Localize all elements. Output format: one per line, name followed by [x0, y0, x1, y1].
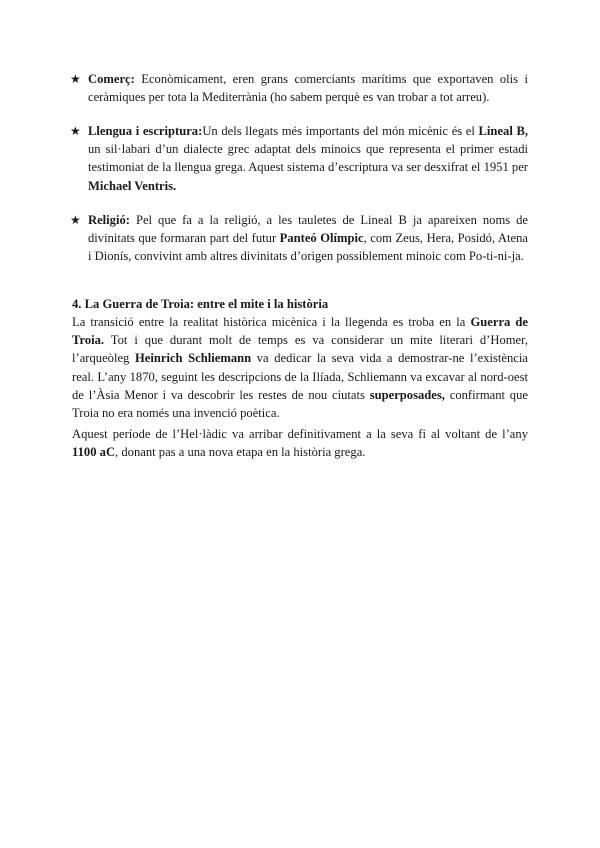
- bullet-text: Econòmicament, eren grans comerciants marítims que exportaven olis i ceràmiques per tota la Mediterrània (ho sabem perquè es van trobar a tot arreu).: [88, 72, 528, 105]
- bold-term: superposades,: [369, 387, 445, 402]
- bullet-text: Pel que fa a la religió, a les tauletes de Lineal B ja apareixen noms de divinitats que formaran part del futur: [88, 213, 528, 246]
- bold-term: 1100 aC: [72, 445, 116, 460]
- bullet-text: Un dels llegats més importants del món micènic és el: [202, 124, 479, 138]
- bold-term: Heinrich Schliemann: [134, 351, 252, 366]
- section-heading: [72, 295, 528, 313]
- bullet-text: , com Zeus, Hera, Posidó, Atena i Dionís, convivint amb altres divinitats d’origen possiblement minoic com Po-ti-ni-ja.: [88, 231, 528, 264]
- bullet-label: Llengua i escriptura:: [88, 124, 203, 138]
- bullet-label: Religió:: [88, 213, 130, 227]
- star-icon: ★: [70, 72, 81, 86]
- section-paragraph-2: [72, 425, 528, 461]
- bullet-text: un sil·labari d’un dialecte grec adaptat dels minoics que representa el primer estadi testimoniat de la llengua grega. Aquest sistema d’escriptura va ser desxifrat el 1951 per: [88, 142, 528, 175]
- paragraph-text: La transició entre la realitat històrica micènica i la llegenda es troba en la: [72, 315, 471, 329]
- bullet-bold-term: Panteó Olímpic: [279, 231, 364, 246]
- bullet-llengua: [70, 122, 528, 195]
- star-icon: ★: [70, 213, 81, 227]
- paragraph-text: , donant pas a una nova etapa en la història grega.: [115, 445, 366, 460]
- bullet-bold-term: Michael Ventris.: [88, 178, 177, 193]
- bold-term: Guerra de Troia.: [72, 315, 529, 348]
- paragraph-text: confirmant que Troia no era només una invenció poètica.: [72, 387, 528, 421]
- section-paragraph-1: [72, 313, 528, 422]
- star-icon: ★: [70, 124, 81, 138]
- bullet-comerc: [70, 70, 528, 106]
- paragraph-text: Aquest període de l’Hel·làdic va arribar definitivament a la seva fi al voltant de l’any: [72, 427, 528, 441]
- bullet-label: Comerç:: [88, 72, 135, 86]
- paragraph-text: Tot i que durant molt de temps es va considerar un mite literari d’Homer, l’arqueòleg: [72, 333, 528, 366]
- bullet-bold-term: Lineal B,: [478, 124, 528, 138]
- bullet-religio: [70, 211, 528, 266]
- paragraph-text: va dedicar la seva vida a demostrar-ne l’existència real. L’any 1870, seguint les descripcions de la Ilíada, Schliemann va excavar al nord-oest de l’Àsia Menor i va descobrir les restes de nou ciutats: [72, 351, 528, 402]
- section-title: 4. La Guerra de Troia: entre el mite i la història: [72, 297, 329, 311]
